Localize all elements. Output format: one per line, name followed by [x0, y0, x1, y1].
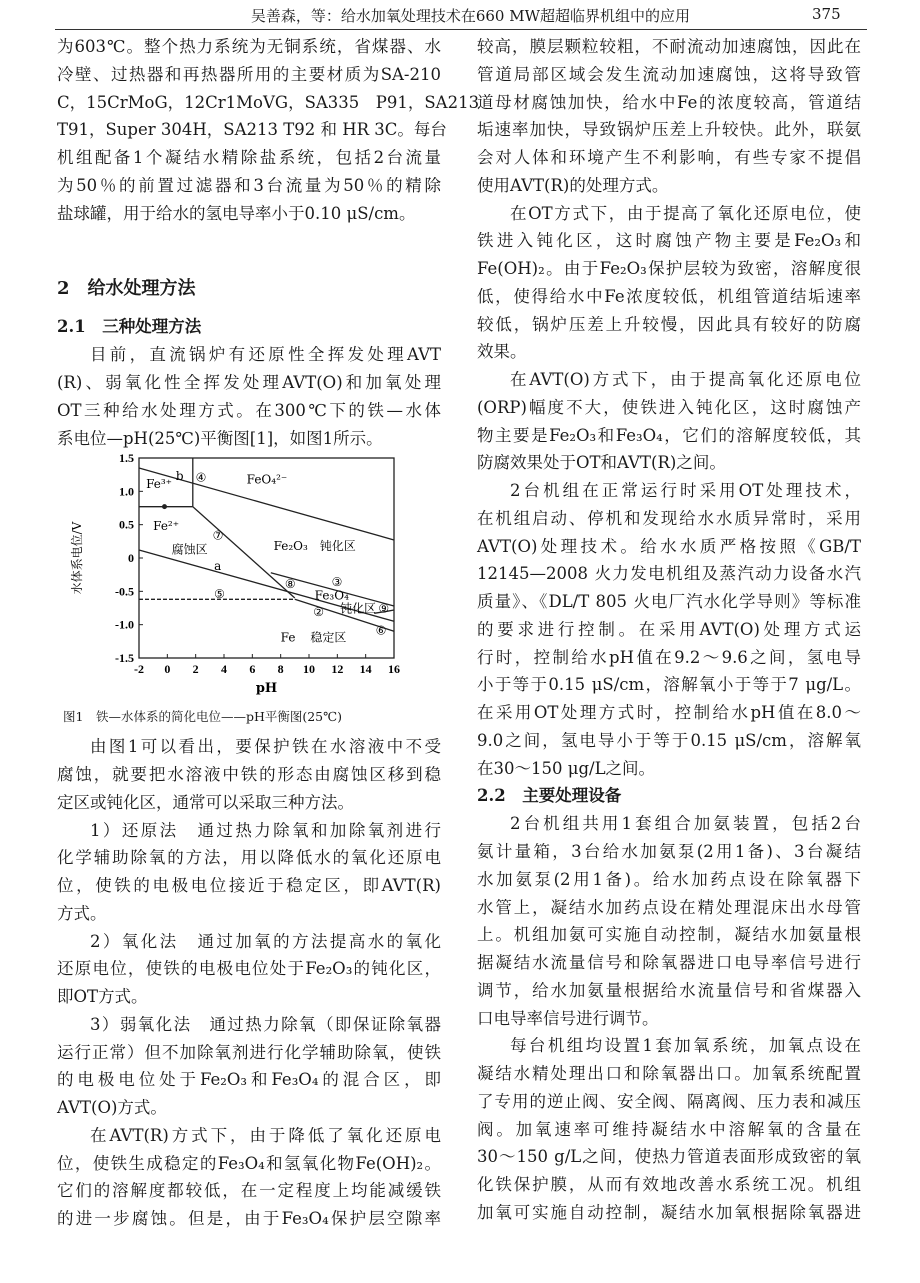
region-label: a — [214, 559, 222, 574]
paragraph — [477, 477, 861, 782]
text-line: 30～150 g/L之间，使热力管道表面形成致密的氧 — [477, 1147, 861, 1167]
text-line: 9.0之间，氢电导小于等于0.15 μS/cm，溶解氧 — [477, 730, 861, 750]
paragraph — [477, 366, 861, 477]
x-axis-label: pH — [255, 681, 278, 697]
text-line: 由图1可以看出，要保护铁在水溶液中不受 — [90, 737, 441, 757]
text-line: Fe(OH)₂。由于Fe₂O₃保护层较为致密，溶解度很 — [477, 259, 861, 278]
region-label: ⑥ — [375, 623, 387, 638]
x-tick-label: 14 — [359, 662, 372, 677]
text-line: 管道局部区域会发生流动加速腐蚀，这将导致管 — [477, 64, 861, 84]
region-label: ④ — [195, 470, 207, 485]
y-tick-label: -1.0 — [115, 617, 134, 632]
x-tick-label: 8 — [277, 662, 284, 677]
text-line: 口电导率信号进行调节。 — [477, 1008, 659, 1028]
region-label: Fe₃O₄ — [314, 588, 349, 603]
text-line: 效果。 — [477, 342, 527, 362]
text-line: 定区或钝化区，通常可以采取三种方法。 — [57, 792, 354, 812]
text-line: 加氧可实施自动控制，凝结水加氧根据除氧器进 — [477, 1202, 861, 1222]
paragraph — [57, 33, 480, 227]
text-line: (ORP)幅度不大，使铁进入钝化区，这时腐蚀产 — [477, 397, 861, 417]
y-axis-label: 水体系电位/V — [70, 521, 84, 595]
text-line: 盐球罐，用于给水的氢电导率小于0.10 μS/cm。 — [57, 203, 416, 223]
text-line: 系电位—pH(25℃)平衡图[1]，如图1所示。 — [57, 428, 383, 448]
text-line: 垢速率加快，导致锅炉压差上升较快。此外，联氨 — [477, 120, 861, 140]
text-line: 3）弱氧化法 通过热力除氧（即保证除氧器 — [90, 1014, 441, 1034]
paragraph — [57, 341, 441, 452]
text-line: 还原电位，使铁的电极电位处于Fe₂O₃的钝化区， — [57, 959, 441, 979]
text-line: 12145—2008 火力发电机组及蒸汽动力设备水汽 — [477, 564, 861, 584]
text-line: 低，使得给水中Fe浓度较低，机组管道结垢速率 — [477, 286, 861, 306]
text-line: 调节，给水加氨量根据给水流量信号和省煤器入 — [477, 980, 861, 1000]
section-heading: 2 给水处理方法 — [57, 278, 196, 300]
text-line: 质量》、《DL/T 805 火电厂汽水化学导则》等标准 — [477, 592, 861, 611]
y-tick-label: 1.0 — [119, 484, 134, 499]
x-tick-label: 0 — [164, 662, 171, 677]
text-line: 化学辅助除氧的方法，用以降低水的氧化还原电 — [57, 848, 441, 868]
text-line: 位，使铁的电极电位接近于稳定区，即AVT(R) — [57, 876, 441, 895]
x-tick-label: 10 — [303, 662, 315, 677]
subsection-heading: 2.1 三种处理方法 — [57, 317, 202, 337]
text-line: 冷壁、过热器和再热器所用的主要材质为SA-210 — [57, 64, 441, 84]
text-line: 在机组启动、停机和发现给水水质异常时，采用 — [477, 508, 861, 528]
potential-ph-diagram — [67, 451, 400, 702]
region-label: ⑨ — [378, 601, 390, 616]
text-line: 位，使铁生成稳定的Fe₃O₄和氢氧化物Fe(OH)₂。 — [57, 1153, 441, 1173]
text-line: C，15CrMoG，12Cr1MoVG，SA335 P91，SA213 — [57, 92, 480, 112]
page-number: 375 — [812, 5, 841, 23]
text-line: 铁进入钝化区，这时腐蚀产物主要是Fe₂O₃和 — [477, 231, 861, 251]
text-line: 在30～150 μg/L之间。 — [477, 758, 656, 778]
text-line: 氨计量箱，3台给水加氨泵(2用1备)、3台凝结 — [477, 842, 861, 861]
y-tick-label: -1.5 — [115, 651, 134, 666]
x-tick-label: -2 — [134, 662, 144, 677]
text-line: 小于等于0.15 μS/cm，溶解氧小于等于7 μg/L。 — [477, 675, 861, 695]
region-label: Fe²⁺ — [153, 519, 180, 534]
text-line: 目前，直流锅炉有还原性全挥发处理AVT — [90, 345, 441, 365]
text-line: (R)、弱氧化性全挥发处理AVT(O)和加氧处理 — [57, 373, 441, 392]
text-line: 为50％的前置过滤器和3台流量为50％的精除 — [57, 175, 441, 195]
text-line: 的进一步腐蚀。但是，由于Fe₃O₄保护层空隙率 — [57, 1209, 441, 1228]
text-line: 的电极电位处于Fe₂O₃和Fe₃O₄的混合区，即 — [57, 1070, 441, 1090]
text-line: 较高，膜层颗粒较粗，不耐流动加速腐蚀，因此在 — [477, 37, 861, 56]
text-line: 水加氨泵(2用1备)。给水加药点设在除氧器下 — [477, 869, 861, 889]
text-line: 水管上，凝结水加药点设在精处理混床出水母管 — [477, 897, 861, 917]
text-line: 腐蚀，就要把水溶液中铁的形态由腐蚀区移到稳 — [57, 765, 441, 784]
text-line: 较低，锅炉压差上升较慢，因此具有较好的防腐 — [477, 314, 861, 334]
text-line: 2）氧化法 通过加氧的方法提高水的氧化 — [90, 931, 441, 951]
x-tick-label: 4 — [221, 662, 227, 677]
text-line: 每台机组均设置1套加氧系统，加氧点设在 — [510, 1036, 861, 1056]
text-line: 化铁保护膜，从而有效地改善水系统工况。机组 — [477, 1175, 861, 1194]
region-label: Fe³⁺ — [146, 477, 173, 492]
paragraph — [57, 928, 441, 1011]
text-line: 防腐效果处于OT和AVT(R)之间。 — [477, 453, 726, 473]
text-line: 在OT方式下，由于提高了氧化还原电位，使 — [510, 203, 861, 223]
figure-1 — [57, 452, 441, 733]
paragraph — [57, 1011, 441, 1122]
paragraph — [57, 1122, 441, 1233]
text-line: T91，Super 304H，SA213 T92 和 HR 3C。每台 — [57, 120, 447, 140]
y-tick-label: 0 — [128, 551, 134, 566]
x-tick-label: 6 — [249, 662, 256, 677]
y-tick-label: 0.5 — [119, 517, 134, 532]
text-line: 在AVT(O)方式下，由于提高氧化还原电位 — [510, 370, 861, 389]
right-column — [477, 33, 861, 1227]
region-label: ⑤ — [214, 587, 225, 602]
text-line: 阀。加氧速率可维持凝结水中溶解氧的含量在 — [477, 1119, 861, 1139]
region-label: 稳定区 — [310, 630, 347, 645]
paragraph — [57, 817, 441, 928]
text-line: 凝结水精处理出口和除氧器出口。加氧系统配置 — [477, 1064, 861, 1083]
region-label: ③ — [331, 575, 343, 590]
text-line: 据凝结水流量信号和除氧器进口电导率信号进行 — [477, 953, 861, 972]
text-line: 机组配备1个凝结水精除盐系统，包括2台流量 — [57, 148, 441, 167]
region-label: ⑧ — [284, 577, 296, 592]
region-label: FeO₄²⁻ — [246, 472, 288, 487]
text-line: AVT(O)处理技术。给水水质严格按照《GB/T — [477, 536, 861, 556]
text-line: 了专用的逆止阀、安全阀、隔离阀、压力表和减压 — [477, 1091, 861, 1111]
region-label: 钝化区 — [340, 601, 377, 616]
text-line: 为603℃。整个热力系统为无铜系统，省煤器、水 — [57, 37, 441, 56]
text-line: 行时，控制给水pH值在9.2～9.6之间，氢电导 — [477, 647, 861, 667]
header-rule — [55, 29, 867, 30]
text-line: 道母材腐蚀加快，给水中Fe的浓度较高，管道结 — [477, 92, 861, 112]
text-line: 运行正常）但不加除氧剂进行化学辅助除氧，使铁 — [57, 1042, 441, 1062]
region-label: Fe₂O₃ 钝化区 — [273, 539, 356, 554]
text-line: 会对人体和环境产生不利影响，有些专家不提倡 — [477, 148, 861, 167]
text-line: 上。机组加氨可实施自动控制，凝结水加氨量根 — [477, 925, 861, 945]
text-line: 在采用OT处理方式时，控制给水pH值在8.0～ — [477, 703, 861, 722]
text-line: 物主要是Fe₂O₃和Fe₃O₄，它们的溶解度较低，其 — [477, 425, 861, 445]
paragraph — [477, 1032, 861, 1226]
x-tick-label: 16 — [388, 662, 400, 677]
figure-caption: 图1 铁—水体系的简化电位——pH平衡图(25℃) — [63, 709, 342, 725]
region-label: ⑦ — [212, 528, 224, 543]
subsection-heading: 2.2 主要处理设备 — [477, 786, 622, 806]
running-header — [0, 3, 920, 27]
text-line: AVT(O)方式。 — [57, 1098, 167, 1117]
text-line: 方式。 — [57, 903, 107, 923]
text-line: 2台机组在正常运行时采用OT处理技术， — [510, 481, 861, 500]
text-line: 即OT方式。 — [57, 987, 148, 1006]
plot-frame — [139, 458, 394, 658]
y-tick-label: -0.5 — [115, 584, 134, 599]
x-tick-label: 12 — [331, 662, 344, 677]
x-tick-label: 2 — [192, 662, 199, 677]
text-line: OT三种给水处理方式。在300℃下的铁—水体 — [57, 400, 441, 420]
y-tick-label: 1.5 — [119, 451, 134, 466]
text-line: 在AVT(R)方式下，由于降低了氧化还原电 — [90, 1125, 441, 1145]
region-label: ② — [313, 605, 325, 620]
equilibrium-point — [162, 504, 167, 509]
text-line: 的要求进行控制。在采用AVT(O)处理方式运 — [477, 619, 861, 639]
paragraph — [477, 200, 861, 367]
text-line: 2台机组共用1套组合加氨装置，包括2台 — [510, 814, 861, 834]
text-line: 1）还原法 通过热力除氧和加除氧剂进行 — [90, 820, 441, 840]
paragraph — [57, 733, 441, 816]
region-label: Fe — [280, 630, 296, 645]
text-line: 它们的溶解度都较低，在一定程度上均能减缓铁 — [57, 1181, 441, 1201]
text-line: 使用AVT(R)的处理方式。 — [477, 175, 669, 195]
region-label: 腐蚀区 — [171, 542, 208, 557]
paragraph — [477, 810, 861, 1032]
running-title: 吴善森，等：给水加氧处理技术在660 MW超超临界机组中的应用 — [250, 7, 690, 25]
region-label: b — [175, 469, 184, 484]
paragraph — [477, 33, 861, 200]
left-column — [57, 33, 480, 1233]
